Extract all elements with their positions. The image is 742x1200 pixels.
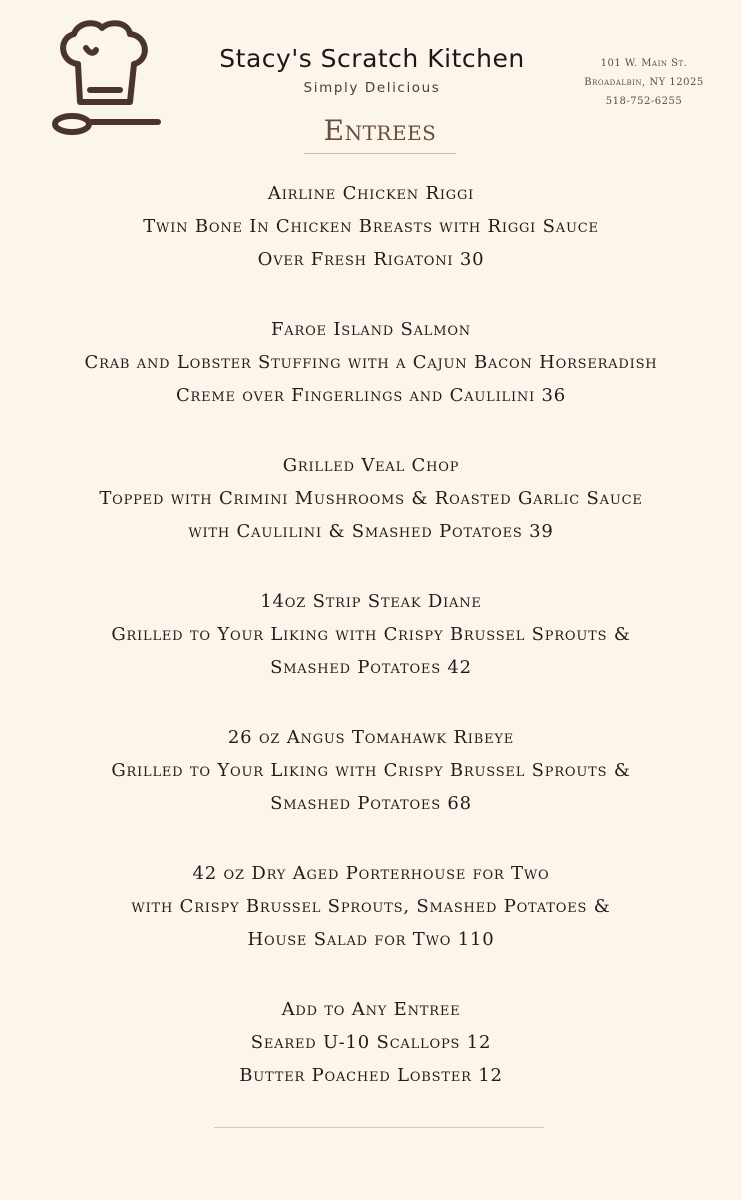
menu-item-name: Airline Chicken Riggi bbox=[267, 183, 475, 204]
menu-item-description: Grilled to Your Liking with Crispy Brussel Sprouts & bbox=[111, 624, 631, 645]
address-city: Broadalbin, NY 12025 bbox=[584, 77, 704, 88]
menu-item-salmon bbox=[0, 313, 742, 412]
tagline: Simply Delicious bbox=[303, 80, 441, 96]
menu-item-veal-chop bbox=[0, 449, 742, 548]
menu-item-name: Faroe Island Salmon bbox=[271, 319, 471, 340]
menu-item-description: with Crispy Brussel Sprouts, Smashed Potatoes & bbox=[131, 896, 611, 917]
menu-item-porterhouse bbox=[0, 857, 742, 956]
menu-item-description: Twin Bone In Chicken Breasts with Riggi Sauce bbox=[143, 216, 599, 237]
menu-item-name: 42 oz Dry Aged Porterhouse for Two bbox=[192, 863, 550, 884]
section-title: Entrees bbox=[323, 114, 437, 147]
add-on-lobster: Butter Poached Lobster 12 bbox=[239, 1065, 503, 1086]
menu-item-name: Grilled Veal Chop bbox=[282, 455, 460, 476]
address-street: 101 W. Main St. bbox=[600, 58, 688, 69]
menu-item-name: 14oz Strip Steak Diane bbox=[260, 591, 482, 612]
menu-item-description: Grilled to Your Liking with Crispy Brussel Sprouts & bbox=[111, 760, 631, 781]
menu-item-description: Crab and Lobster Stuffing with a Cajun Bacon Horseradish bbox=[84, 352, 658, 373]
menu-item-description-price: House Salad for Two 110 bbox=[247, 929, 495, 950]
menu-item-description-price: Over Fresh Rigatoni 30 bbox=[257, 249, 485, 270]
chef-hat-spoon-icon bbox=[50, 18, 162, 140]
menu-list bbox=[0, 177, 742, 1092]
menu-item-tomahawk-ribeye bbox=[0, 721, 742, 820]
contact-block bbox=[566, 54, 722, 111]
menu-item-strip-steak bbox=[0, 585, 742, 684]
menu-item-description-price: Smashed Potatoes 42 bbox=[270, 657, 472, 678]
menu-item-add-ons bbox=[0, 993, 742, 1092]
add-on-scallops: Seared U-10 Scallops 12 bbox=[250, 1032, 492, 1053]
menu-item-name: 26 oz Angus Tomahawk Ribeye bbox=[227, 727, 515, 748]
restaurant-name: Stacy's Scratch Kitchen bbox=[219, 44, 525, 73]
footer-divider bbox=[214, 1127, 544, 1128]
phone-number: 518-752-6255 bbox=[605, 96, 683, 107]
menu-item-chicken-riggi bbox=[0, 177, 742, 276]
menu-item-name: Add to Any Entree bbox=[281, 999, 461, 1020]
menu-item-description-price: Smashed Potatoes 68 bbox=[270, 793, 472, 814]
menu-item-description: Topped with Crimini Mushrooms & Roasted Garlic Sauce bbox=[99, 488, 643, 509]
menu-item-description-price: with Caulilini & Smashed Potatoes 39 bbox=[188, 521, 554, 542]
title-divider bbox=[304, 153, 456, 154]
menu-item-description-price: Creme over Fingerlings and Caulilini 36 bbox=[175, 385, 567, 406]
